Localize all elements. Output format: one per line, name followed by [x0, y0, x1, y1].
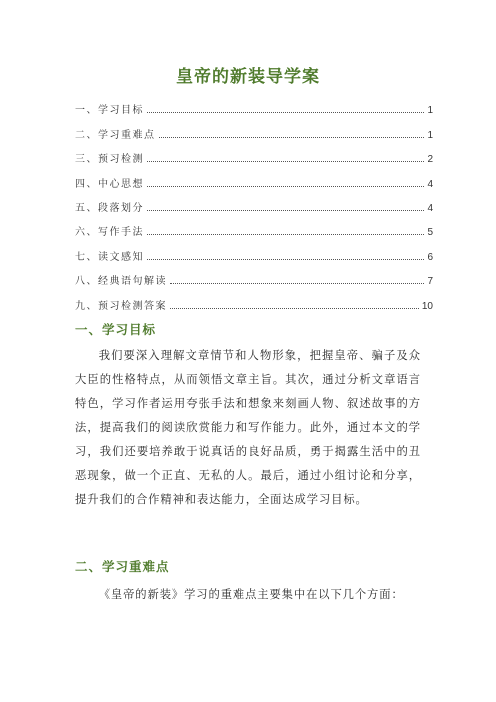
toc-page-number: 4	[427, 178, 433, 190]
toc-entry-2[interactable]	[75, 116, 433, 140]
toc-entry-8[interactable]	[75, 263, 433, 287]
toc-entry-label: 三、预习检测	[75, 154, 144, 166]
toc-dot-leader	[159, 136, 425, 138]
toc-entry-9[interactable]	[75, 287, 433, 311]
toc-dot-leader	[170, 307, 419, 309]
toc-entry-5[interactable]	[75, 190, 433, 214]
toc-dot-leader	[147, 233, 424, 235]
toc-page-number: 2	[427, 154, 433, 166]
section-body-learning-goals: 我们要深入理解文章情节和人物形象，把握皇帝、骗子及众大臣的性格特点，从而领悟文章主旨。其次，通过分析文章语言特色，学习作者运用夸张手法和想象来刻画人物、叙述故事的方法，提高我们的阅读欣赏能力和写作能力。此外，通过本文的学习，我们还要培养敢于说真话的良好品质，勇于揭露生活中的丑恶现象，做一个正直、无私的人。最后，通过小组讨论和分享，提升我们的合作精神和表达能力，全面达成学习目标。	[75, 349, 421, 506]
toc-entry-label: 二、学习重难点	[75, 129, 156, 141]
toc-dot-leader	[147, 258, 424, 260]
toc-entry-1[interactable]	[75, 92, 433, 116]
toc-entry-label: 九、预习检测答案	[75, 300, 167, 312]
toc-entry-label: 七、读文感知	[75, 251, 144, 263]
toc-entry-label: 四、中心思想	[75, 178, 144, 190]
toc-dot-leader	[147, 209, 424, 211]
toc-page-number: 7	[427, 276, 433, 288]
toc-entry-4[interactable]	[75, 165, 433, 189]
toc-entry-3[interactable]	[75, 141, 433, 165]
toc-entry-label: 六、写作手法	[75, 227, 144, 239]
document-title: 皇帝的新装导学案	[176, 67, 320, 87]
toc-dot-leader	[147, 111, 424, 113]
toc-entry-7[interactable]	[75, 238, 433, 262]
section-heading-key-points: 二、学习重难点	[75, 559, 170, 574]
section-body-key-points: 《皇帝的新装》学习的重难点主要集中在以下几个方面：	[98, 588, 404, 601]
section-heading-learning-goals: 一、学习目标	[75, 322, 157, 337]
toc-entry-6[interactable]	[75, 214, 433, 238]
table-of-contents	[75, 92, 433, 312]
toc-entry-label: 八、经典语句解读	[75, 276, 167, 288]
toc-page-number: 4	[427, 202, 433, 214]
toc-dot-leader	[147, 160, 424, 162]
toc-page-number: 1	[427, 129, 433, 141]
toc-dot-leader	[170, 282, 424, 284]
toc-entry-label: 五、段落划分	[75, 202, 144, 214]
toc-entry-label: 一、学习目标	[75, 105, 144, 117]
toc-page-number: 1	[427, 105, 433, 117]
toc-page-number: 5	[427, 227, 433, 239]
toc-page-number: 10	[421, 300, 433, 312]
toc-page-number: 6	[427, 251, 433, 263]
toc-dot-leader	[147, 185, 424, 187]
